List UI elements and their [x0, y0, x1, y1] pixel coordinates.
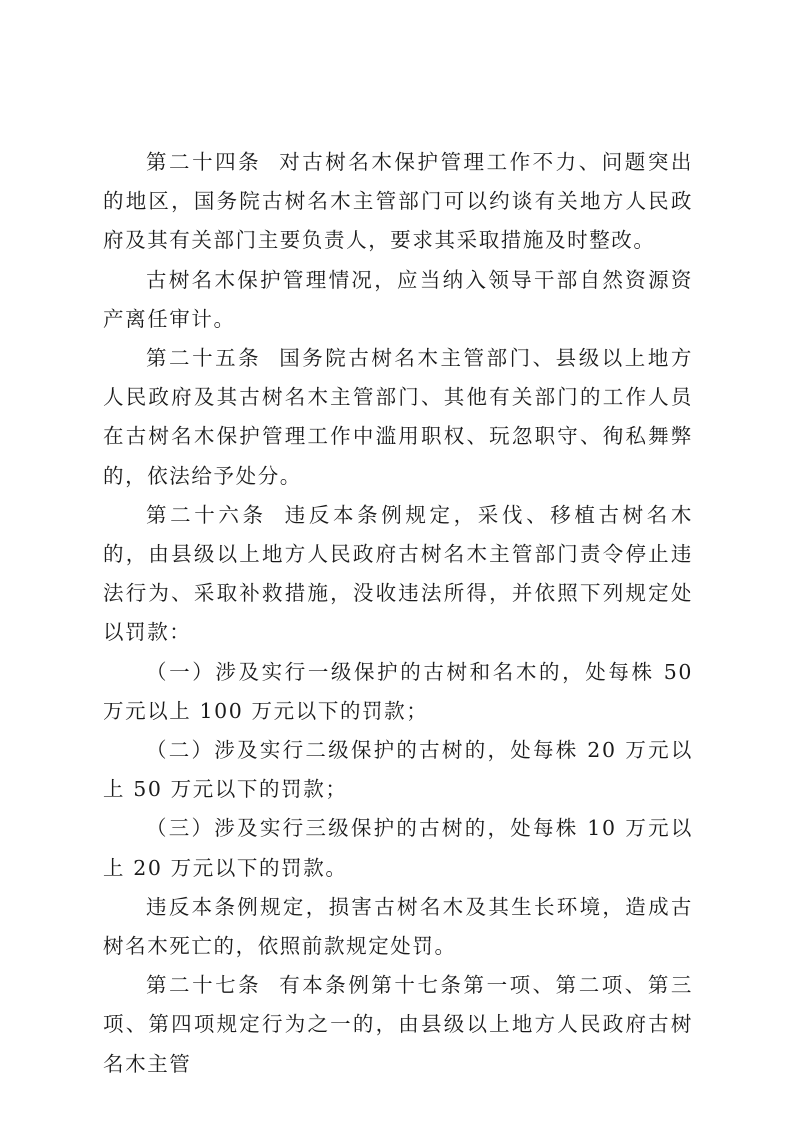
list-item-level-2 [103, 731, 693, 809]
article-label: 第二十四条 [146, 150, 262, 174]
paragraph-text: （二）涉及实行二级保护的古树的，处每株 20 万元以上 50 万元以下的罚款； [103, 738, 693, 802]
paragraph-text: 有本条例第十七条第一项、第二项、第三项、第四项规定行为之一的，由县级以上地方人民政府古树名木主管 [103, 973, 693, 1076]
article-label: 第二十五条 [146, 346, 262, 371]
paragraph-article-27 [103, 966, 693, 1084]
paragraph-text: 对古树名木保护管理工作不力、问题突出的地区，国务院古树名木主管部门可以约谈有关地方人民政府及其有关部门主要负责人，要求其采取措施及时整改。 [103, 150, 693, 253]
paragraph-text: 违反本条例规定，采伐、移植古树名木的，由县级以上地方人民政府古树名木主管部门责令停止违法行为、采取补救措施，没收违法所得，并依照下列规定处以罚款： [103, 502, 694, 645]
article-label: 第二十六条 [146, 502, 267, 527]
paragraph-text: 国务院古树名木主管部门、县级以上地方人民政府及其古树名木主管部门、其他有关部门的工作人员在古树名木保护管理工作中滥用职权、玩忽职守、徇私舞弊的，依法给予处分。 [103, 346, 693, 488]
paragraph-damage-penalty [103, 888, 693, 966]
paragraph-text: 古树名木保护管理情况，应当纳入领导干部自然资源资产离任审计。 [103, 267, 693, 331]
paragraph-text: 违反本条例规定，损害古树名木及其生长环境，造成古树名木死亡的，依照前款规定处罚。 [103, 894, 693, 959]
paragraph-text: （三）涉及实行三级保护的古树的，处每株 10 万元以上 20 万元以下的罚款。 [103, 816, 693, 880]
list-item-level-3 [103, 809, 693, 887]
paragraph-text: （一）涉及实行一级保护的古树和名木的，处每株 50 万元以上 100 万元以下的罚款； [103, 659, 693, 723]
paragraph-audit [103, 261, 693, 339]
article-label: 第二十七条 [146, 973, 262, 998]
paragraph-article-26 [103, 496, 693, 653]
list-item-level-1 [103, 653, 693, 731]
paragraph-article-24 [103, 143, 693, 261]
paragraph-article-25 [103, 339, 693, 496]
document-body [103, 143, 693, 1084]
